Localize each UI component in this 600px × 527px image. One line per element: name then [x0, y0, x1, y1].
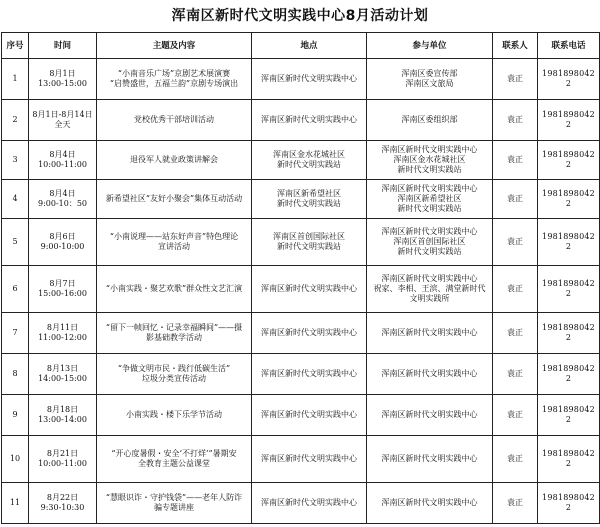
row-time: 8月7日 15:00-16:00	[29, 266, 97, 313]
row-phone: 19818980422	[538, 141, 600, 180]
row-place: 浑南区新时代文明实践中心	[252, 354, 367, 395]
row-topic: 小南实践・楼下乐学节活动	[97, 395, 252, 436]
table-row	[2, 219, 600, 266]
row-units: 浑南区新时代文明实践中心 浑南区首创国际社区 新时代文明实践站	[367, 219, 493, 266]
row-time: 8月13日 14:00-15:00	[29, 354, 97, 395]
row-place: 浑南区新时代文明实践中心	[252, 266, 367, 313]
row-topic: “小南说理——站东好声音”特色理论 宣讲活动	[97, 219, 252, 266]
row-place: 浑南区新时代文明实践中心	[252, 313, 367, 354]
document-title: 浑南区新时代文明实践中心8月活动计划	[171, 8, 429, 24]
row-units: 浑南区新时代文明实践中心	[367, 483, 493, 524]
row-phone: 19818980422	[538, 180, 600, 219]
table-row	[2, 266, 600, 313]
row-no: 5	[2, 219, 29, 266]
row-contact: 袁正	[493, 266, 538, 313]
column-header-place: 地点	[252, 33, 367, 59]
row-time: 8月11日 11:00-12:00	[29, 313, 97, 354]
row-contact: 袁正	[493, 59, 538, 100]
row-phone: 19818980422	[538, 100, 600, 141]
row-contact: 袁正	[493, 180, 538, 219]
row-topic: “争做文明市民・践行低碳生活” 垃圾分类宣传活动	[97, 354, 252, 395]
table-row	[2, 313, 600, 354]
table-row	[2, 483, 600, 524]
table-row	[2, 59, 600, 100]
row-no: 4	[2, 180, 29, 219]
row-phone: 19818980422	[538, 313, 600, 354]
row-place: 浑南区新时代文明实践中心	[252, 436, 367, 483]
column-header-time: 时间	[29, 33, 97, 59]
row-place: 浑南区新时代文明实践中心	[252, 100, 367, 141]
row-place: 浑南区新时代文明实践中心	[252, 395, 367, 436]
row-topic: 党校优秀干部培训活动	[97, 100, 252, 141]
row-time: 8月18日 13:00-14:00	[29, 395, 97, 436]
column-header-phone: 联系电话	[538, 33, 600, 59]
row-topic: “留下一帧回忆・记录幸福瞬间”——摄 影基础教学活动	[97, 313, 252, 354]
row-place: 浑南区新时代文明实践中心	[252, 483, 367, 524]
row-time: 8月1日-8月14日 全天	[29, 100, 97, 141]
row-topic: 退役军人就业政策讲解会	[97, 141, 252, 180]
row-contact: 袁正	[493, 100, 538, 141]
row-phone: 19818980422	[538, 354, 600, 395]
row-no: 6	[2, 266, 29, 313]
row-no: 9	[2, 395, 29, 436]
row-phone: 19818980422	[538, 483, 600, 524]
activity-plan-table	[1, 32, 600, 524]
row-units: 浑南区新时代文明实践中心 浑南区金水花城社区 新时代文明实践站	[367, 141, 493, 180]
column-header-contact: 联系人	[493, 33, 538, 59]
row-units: 浑南区委宣传部 浑南区文旅局	[367, 59, 493, 100]
row-no: 7	[2, 313, 29, 354]
row-units: 浑南区新时代文明实践中心	[367, 313, 493, 354]
row-units: 浑南区新时代文明实践中心 浑南区新希望社区 新时代文明实践站	[367, 180, 493, 219]
row-phone: 19818980422	[538, 219, 600, 266]
row-contact: 袁正	[493, 483, 538, 524]
row-no: 1	[2, 59, 29, 100]
row-units: 浑南区新时代文明实践中心	[367, 354, 493, 395]
row-time: 8月1日 13:00-15:00	[29, 59, 97, 100]
row-no: 2	[2, 100, 29, 141]
table-row	[2, 141, 600, 180]
table-row	[2, 436, 600, 483]
row-units: 浑南区新时代文明实践中心	[367, 436, 493, 483]
row-topic: “小南实践・聚艺欢歌”群众性文艺汇演	[97, 266, 252, 313]
column-header-units: 参与单位	[367, 33, 493, 59]
row-no: 3	[2, 141, 29, 180]
table-header-row	[2, 33, 600, 59]
row-place: 浑南区新希望社区 新时代文明实践站	[252, 180, 367, 219]
table-row	[2, 100, 600, 141]
row-phone: 19818980422	[538, 266, 600, 313]
table-row	[2, 354, 600, 395]
row-topic: “慧眼识诈・守护钱袋”——老年人防诈 骗专题讲座	[97, 483, 252, 524]
row-phone: 19818980422	[538, 395, 600, 436]
table-row	[2, 395, 600, 436]
column-header-topic: 主题及内容	[97, 33, 252, 59]
row-contact: 袁正	[493, 395, 538, 436]
row-no: 10	[2, 436, 29, 483]
table-row	[2, 180, 600, 219]
row-topic: “小南音乐广场”京剧艺术展演赛 “启赞盛世，五福兰韵”京剧专场演出	[97, 59, 252, 100]
row-units: 浑南区新时代文明实践中心 祝家、李相、王滨、满堂新时代 文明实践所	[367, 266, 493, 313]
row-contact: 袁正	[493, 219, 538, 266]
row-place: 浑南区首创国际社区 新时代文明实践站	[252, 219, 367, 266]
row-units: 浑南区委组织部	[367, 100, 493, 141]
row-no: 8	[2, 354, 29, 395]
row-place: 浑南区金水花城社区 新时代文明实践站	[252, 141, 367, 180]
row-phone: 19818980422	[538, 59, 600, 100]
row-time: 8月4日 10:00-11:00	[29, 141, 97, 180]
row-contact: 袁正	[493, 354, 538, 395]
row-time: 8月22日 9:30-10:30	[29, 483, 97, 524]
row-contact: 袁正	[493, 313, 538, 354]
row-time: 8月6日 9:00-10:00	[29, 219, 97, 266]
row-contact: 袁正	[493, 436, 538, 483]
row-topic: “开心度暑假・安全‘不打烊’”暑期安 全教育主题公益课堂	[97, 436, 252, 483]
row-time: 8月21日 10:00-11:00	[29, 436, 97, 483]
row-time: 8月4日 9:00-10：50	[29, 180, 97, 219]
row-contact: 袁正	[493, 141, 538, 180]
row-units: 浑南区新时代文明实践中心	[367, 395, 493, 436]
row-phone: 19818980422	[538, 436, 600, 483]
row-topic: 新希望社区“友好小聚会”集体互动活动	[97, 180, 252, 219]
row-place: 浑南区新时代文明实践中心	[252, 59, 367, 100]
column-header-no: 序号	[2, 33, 29, 59]
row-no: 11	[2, 483, 29, 524]
